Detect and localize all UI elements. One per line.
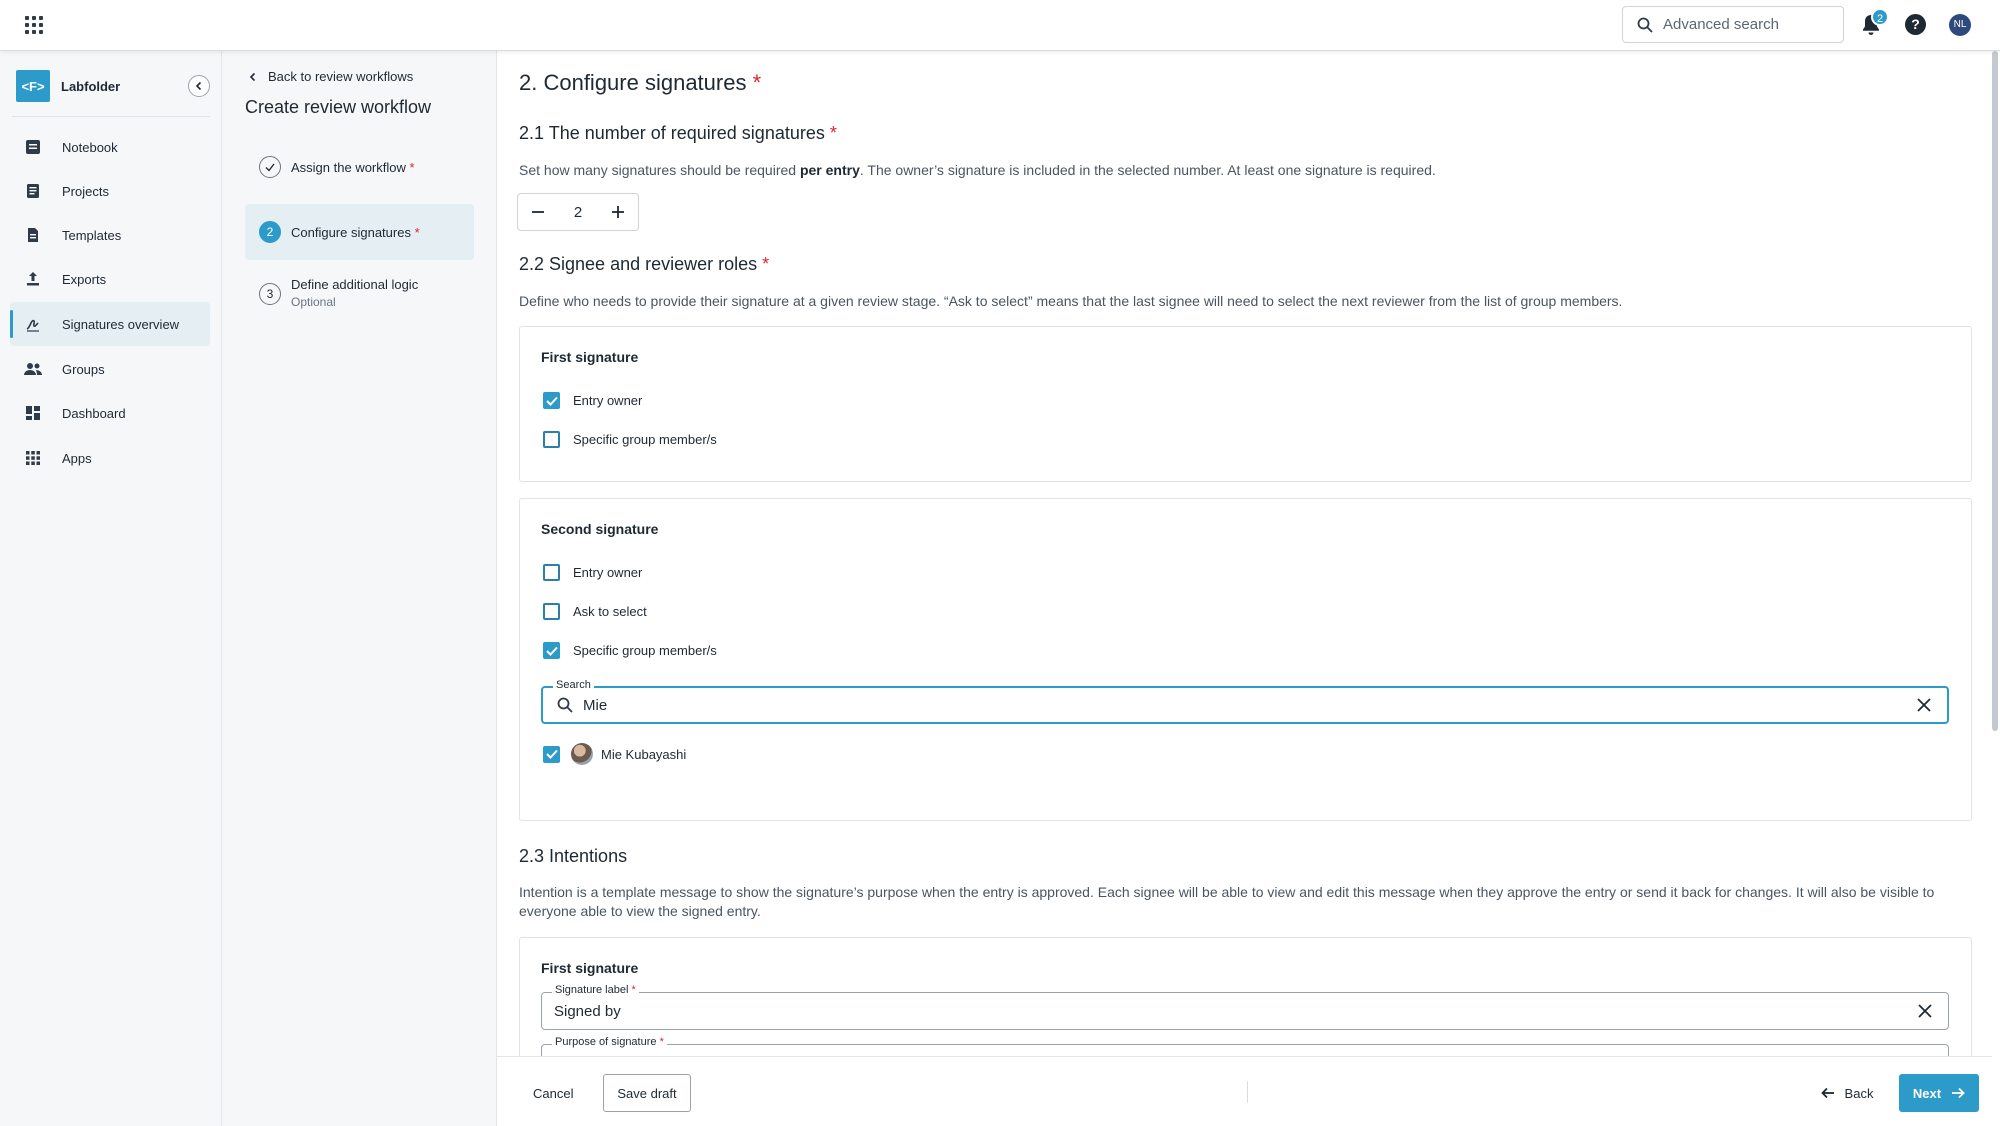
apps-icon (24, 449, 42, 467)
search-placeholder: Advanced search (1663, 16, 1779, 33)
section-roles-description: Define who needs to provide their signature at a given review stage. “Ask to select” means that the last signee will need to select the next reviewer from the list of group members. (519, 293, 1623, 309)
sidebar-item-apps[interactable] (10, 436, 210, 480)
sidebar-item-groups[interactable] (10, 347, 210, 391)
sidebar-divider (12, 116, 210, 117)
checkbox-empty-icon (543, 564, 560, 581)
sidebar-item-label: Projects (62, 183, 109, 199)
purpose-field-label: Purpose of signature * (552, 1036, 667, 1048)
sidebar-item-label: Templates (62, 227, 122, 243)
required-mark: * (414, 225, 420, 240)
chevron-left-icon (194, 81, 204, 91)
first-specific-member-checkbox[interactable]: Specific group member/s (543, 431, 717, 448)
section-intentions-title: 2.3 Intentions (519, 846, 628, 866)
section-required-signatures-description: Set how many signatures should be required per entry. The owner’s signature is included in the selected number. At least one signature is required. (519, 162, 1436, 178)
step-sublabel: Optional (291, 295, 336, 309)
chevron-left-icon (248, 72, 258, 82)
signature-label-field[interactable] (541, 984, 1949, 1030)
back-to-review-workflows-link[interactable] (248, 69, 413, 84)
member-search-input[interactable] (583, 697, 1915, 714)
exports-icon (24, 270, 42, 288)
search-icon (1637, 17, 1653, 33)
sidebar-item-label: Signatures overview (62, 316, 180, 332)
signature-icon (24, 315, 42, 333)
main-scrollbar[interactable] (1992, 51, 1998, 731)
second-signature-card (519, 498, 1972, 821)
sidebar-item-exports[interactable] (10, 257, 210, 301)
next-button[interactable]: Next (1899, 1074, 1979, 1112)
second-signature-title: Second signature (541, 521, 659, 537)
step-define-additional-logic[interactable] (245, 277, 474, 309)
sidebar-item-label: Exports (62, 271, 107, 287)
collapse-sidebar-button[interactable] (188, 75, 210, 97)
notifications-badge: 2 (1871, 8, 1889, 26)
sidebar-item-label: Apps (62, 450, 92, 466)
search-field-label: Search (553, 679, 594, 691)
intention-first-signature-title: First signature (541, 960, 639, 976)
templates-icon (24, 226, 42, 244)
step-label: Configure signatures (291, 225, 411, 240)
arrow-left-icon (1821, 1087, 1835, 1099)
step-number: 2 (259, 221, 281, 243)
back-button[interactable]: Back (1812, 1074, 1882, 1112)
section-roles-title: 2.2 Signee and reviewer roles * (519, 254, 770, 274)
step-label: Assign the workflow (291, 160, 406, 175)
close-icon (1917, 698, 1931, 712)
step-number: 3 (259, 283, 281, 305)
decrement-button[interactable] (526, 200, 550, 224)
checkbox-empty-icon (543, 603, 560, 620)
minus-icon (531, 205, 545, 219)
dashboard-icon (24, 404, 42, 422)
sidebar-item-label: Groups (62, 361, 105, 377)
checkbox-checked-icon (543, 642, 560, 659)
projects-icon (24, 182, 42, 200)
sidebar-item-signatures-overview[interactable] (10, 302, 210, 346)
member-name: Mie Kubayashi (601, 746, 687, 762)
brand-name: Labfolder (61, 78, 121, 94)
step-label: Define additional logic (291, 277, 419, 292)
close-icon (1918, 1004, 1932, 1018)
page-title: 2. Configure signatures * (519, 70, 762, 95)
member-avatar (571, 743, 593, 765)
first-signature-card (519, 326, 1972, 482)
sidebar-item-label: Dashboard (62, 405, 126, 421)
signature-count-stepper[interactable] (517, 193, 639, 231)
sidebar-item-templates[interactable] (10, 213, 210, 257)
footer-bar (497, 1056, 1992, 1126)
member-search-field[interactable] (541, 679, 1949, 724)
sidebar-item-dashboard[interactable] (10, 391, 210, 435)
checkbox-checked-icon (543, 746, 560, 763)
save-draft-button[interactable]: Save draft (603, 1074, 691, 1112)
help-icon[interactable]: ? (1905, 14, 1926, 35)
check-icon (259, 156, 281, 178)
section-required-signatures-title: 2.1 The number of required signatures * (519, 123, 837, 143)
arrow-right-icon (1951, 1087, 1965, 1099)
top-bar (0, 0, 2000, 51)
step-configure-signatures[interactable] (245, 204, 474, 260)
clear-signature-label-button[interactable] (1916, 1002, 1934, 1020)
user-avatar[interactable]: NL (1949, 14, 1971, 36)
brand[interactable] (16, 70, 120, 102)
sidebar-item-projects[interactable] (10, 169, 210, 213)
search-icon (557, 697, 573, 713)
notebook-icon (24, 138, 42, 156)
signature-count-value: 2 (573, 203, 583, 221)
advanced-search-input[interactable] (1622, 6, 1844, 43)
increment-button[interactable] (606, 200, 630, 224)
ask-to-select-checkbox[interactable]: Ask to select (543, 603, 647, 620)
second-specific-member-checkbox[interactable]: Specific group member/s (543, 642, 717, 659)
signature-label-input[interactable] (554, 1003, 1916, 1020)
labfolder-logo: <F> (16, 70, 50, 102)
checkbox-empty-icon (543, 431, 560, 448)
required-mark: * (409, 160, 415, 175)
footer-divider (1247, 1081, 1248, 1103)
first-entry-owner-checkbox[interactable]: Entry owner (543, 392, 642, 409)
plus-icon (611, 205, 625, 219)
second-entry-owner-checkbox[interactable]: Entry owner (543, 564, 642, 581)
checkbox-checked-icon (543, 392, 560, 409)
sidebar-item-notebook[interactable] (10, 125, 210, 169)
steps-panel-title: Create review workflow (245, 97, 432, 117)
app-switcher-icon[interactable] (25, 16, 43, 34)
cancel-button[interactable]: Cancel (533, 1086, 574, 1101)
step-assign-workflow[interactable] (245, 156, 474, 178)
back-link-label: Back to review workflows (268, 69, 414, 84)
clear-search-button[interactable] (1915, 696, 1933, 714)
member-result-row[interactable] (543, 743, 686, 765)
groups-icon (24, 360, 42, 378)
signature-label-field-label: Signature label * (552, 984, 639, 996)
section-intentions-description: Intention is a template message to show the signature’s purpose when the entry is approved. Each signee will be able to view and edit this message when they approve the entry or send it back for changes. It will also be visible to everyone able to view the signed entry. (519, 884, 1935, 919)
sidebar-item-label: Notebook (62, 139, 118, 155)
first-signature-title: First signature (541, 349, 639, 365)
